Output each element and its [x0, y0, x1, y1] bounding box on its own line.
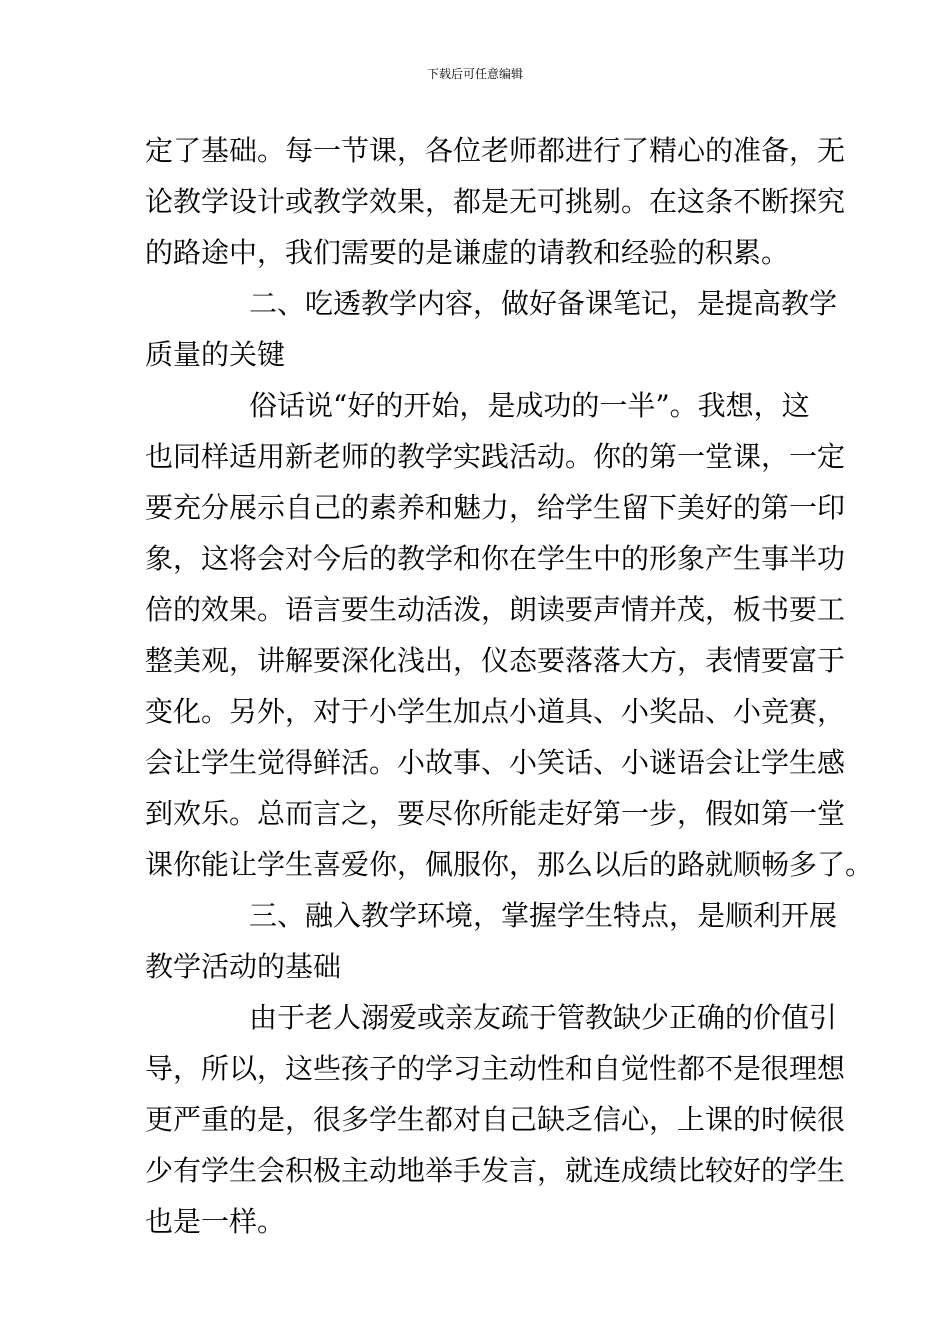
section-heading-2: 二、吃透教学内容，做好备课笔记，是提高教学 — [249, 287, 838, 320]
text-line: 也同样适用新老师的教学实践活动。你的第一堂课，一定 — [145, 440, 846, 473]
section-heading-3: 三、融入教学环境，掌握学生特点，是顺利开展 — [249, 899, 838, 932]
text-line: 也是一样。 — [145, 1205, 286, 1238]
text-line: 要充分展示自己的素养和魅力，给学生留下美好的第一印 — [145, 491, 846, 524]
paragraph-start: 俗话说“好的开始，是成功的一半”。我想，这 — [249, 389, 810, 422]
text-line: 导，所以，这些孩子的学习主动性和自觉性都不是很理想 — [145, 1052, 846, 1085]
text-line: 更严重的是，很多学生都对自己缺乏信心，上课的时候很 — [145, 1103, 846, 1136]
text-line: 论教学设计或教学效果，都是无可挑剔。在这条不断探究 — [145, 185, 846, 218]
paragraph-start: 由于老人溺爱或亲友疏于管教缺少正确的价值引 — [249, 1001, 838, 1034]
text-line: 整美观，讲解要深化浅出，仪态要落落大方，表情要富于 — [145, 644, 846, 677]
text-line: 倍的效果。语言要生动活泼，朗读要声情并茂，板书要工 — [145, 593, 846, 626]
text-line: 的路途中，我们需要的是谦虚的请教和经验的积累。 — [145, 236, 790, 269]
page-header: 下载后可任意编辑 — [426, 67, 523, 81]
text-line: 到欢乐。总而言之，要尽你所能走好第一步，假如第一堂 — [145, 797, 846, 830]
text-line: 象，这将会对今后的教学和你在学生中的形象产生事半功 — [145, 542, 846, 575]
section-heading-3-cont: 教学活动的基础 — [145, 950, 342, 983]
section-heading-2-cont: 质量的关键 — [145, 338, 286, 371]
document-body — [145, 125, 874, 1247]
text-line: 变化。另外，对于小学生加点小道具、小奖品、小竞赛， — [145, 695, 846, 728]
text-line: 定了基础。每一节课，各位老师都进行了精心的准备，无 — [145, 134, 846, 167]
text-line: 会让学生觉得鲜活。小故事、小笑话、小谜语会让学生感 — [145, 746, 846, 779]
text-line: 课你能让学生喜爱你，佩服你，那么以后的路就顺畅多了。 — [145, 848, 874, 881]
text-line: 少有学生会积极主动地举手发言，就连成绩比较好的学生 — [145, 1154, 846, 1187]
